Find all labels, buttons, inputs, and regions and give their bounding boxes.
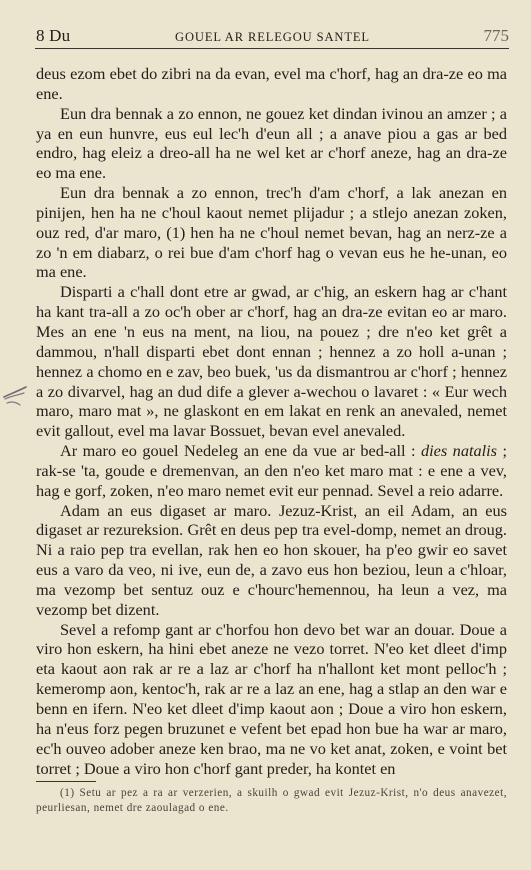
footnote: (1) Setu ar pez a ra ar verzerien, a skuilh o gwad evit Jezuz-Krist, n'o deus anavezet, peurliesan, nemet dre zaoulagad o ene. — [36, 787, 507, 814]
paragraph: Sevel a refomp gant ar c'horfou hon devo bet war an douar. Doue a viro hon eskern, ha hini ebet aneze ne vezo torret. N'eo ket dleet d'imp eta kaout aon rak ar re a laz ar c'horf ha n'hallont ket mont pelloc'h ; kemeromp aon, kentoc'h, rak ar re a laz an ene, hag a stlap an den war e benn en ifern. N'eo ket dleet d'imp kaout aon ; Doue a viro hon eskern, ha n'eus forz pegen bruzunet e vefent bet epad hon bue ha war ar maro, ec'h ouveo adober aneze ken brao, ma ne vo ket anat, zoken, e voint bet torret ; Doue a viro hon c'horf gant preder, ha kontet en — [36, 619, 507, 778]
paragraph: Disparti a c'hall dont etre ar gwad, ar c'hig, an eskern hag ar c'hant ha kant tra-all a zo oc'h ober ar c'horf, hag an dra-ze evitan eo ar maro. Mes an ene 'n eus na ment, na liou, na pouez ; dre n'eo ket grêt a dammou, n'hall disparti ebet dont ennan ; hennez a zo holl a-unan ; hennez a chomo en e zav, beo buek, 'us da dismantrou ar c'horf ; hennez a zo divarvel, hag an dud dife a glever a-wechou o lavaret : « Eur wech maro, maro mat », ne glaskont en em lakat en renk an anevaled, nemet evit gallout, evel ma lavar Bossuet, bevan evel anevaled. — [36, 282, 507, 441]
header-date: 8 Du — [36, 26, 71, 45]
body-text — [36, 64, 507, 778]
header-title: GOUEL AR RELEGOU SANTEL — [175, 30, 370, 44]
paragraph: Eun dra bennak a zo ennon, trec'h d'am c'horf, a lak anezan en pinijen, hen ha ne c'houl kaout nemet plijadur ; a stlejo anezan zoken, ouz red, d'ar maro, (1) hen ha ne c'houl nemet bevan, hag an nerz-ze a zo 'n em diabarz, o rei bue d'am c'horf hag o vevan eus he he-unan, eo ma ene. — [36, 183, 507, 282]
paragraph: Ar maro eo gouel Nedeleg an ene da vue ar bed-all : dies natalis ; rak-se 'ta, goude e dremenvan, an den n'eo ket maro mat : e ene a vev, hag e gorf, zoken, n'eo maro nemet evit eur pennad. Sevel a reio adarre. — [36, 441, 507, 500]
paragraph: deus ezom ebet do zibri na da evan, evel ma c'horf, hag an dra-ze eo ma ene. — [36, 64, 507, 103]
footnote-rule — [36, 781, 96, 782]
page-number: 775 — [483, 26, 509, 45]
paragraph: Eun dra bennak a zo ennon, ne gouez ket dindan ivinou an amzer ; a ya en eun hunvre, eus eul lec'h d'eun all ; a anave piou a gas ar bed endro, hag eleiz a dreo-all ha ne wel ket ar c'horf aneze, hag an dra-ze eo ma ene. — [36, 103, 507, 183]
running-header — [36, 22, 509, 46]
paragraph: Adam an eus digaset ar maro. Jezuz-Krist, an eil Adam, an eus digaset ar rezureksion. Grêt en deus pep tra evel-domp, nemet an droug. Ni a raio pep tra evellan, rak hen eo hon skouer, ha p'eo gwir eo savet eus a varo da veo, ni ive, eun de, a zavo eus hon beziou, leun a c'hloar, ma vezomp bet sentuz ouz e c'hourc'hemennou, ha leun a vez, ma vezomp bet dizent. — [36, 500, 507, 619]
margin-pencil-mark — [2, 383, 32, 409]
italic-phrase: dies natalis — [421, 441, 498, 461]
header-rule — [35, 48, 509, 49]
